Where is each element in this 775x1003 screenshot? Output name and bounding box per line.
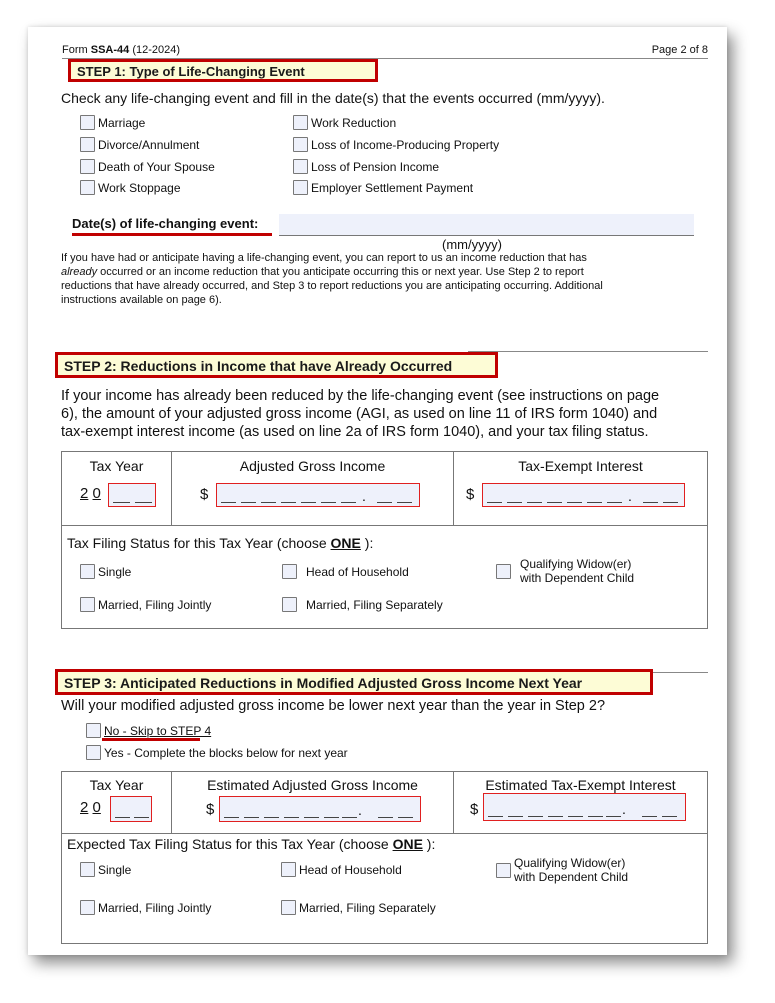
checkbox-label: Married, Filing Jointly (98, 900, 212, 915)
checkbox-label: Work Reduction (311, 115, 397, 130)
divider (468, 351, 708, 352)
page-header (62, 43, 708, 59)
checkbox[interactable] (293, 180, 308, 195)
checkbox-label: Qualifying Widow(er) with Dependent Child (514, 856, 629, 884)
step3-title: STEP 3: Anticipated Reductions in Modified Adjusted Gross Income Next Year (55, 669, 653, 695)
tax-year-input[interactable] (108, 483, 156, 507)
date-label: Date(s) of life-changing event: (72, 216, 259, 231)
checkbox[interactable] (80, 115, 95, 130)
checkbox-label: Work Stoppage (98, 180, 181, 195)
checkbox-divorce[interactable] (80, 137, 199, 152)
step2-income-table (61, 451, 708, 629)
checkbox-label: Single (98, 564, 132, 579)
expected-filing-status-label: Expected Tax Filing Status for this Tax Year (choose ONE ): (67, 836, 436, 852)
decimal-point: . (358, 802, 362, 818)
form-id: Form SSA-44 (12-2024) (62, 44, 181, 56)
status-single[interactable] (80, 862, 131, 877)
form-page (28, 27, 727, 955)
checkbox[interactable] (80, 862, 95, 877)
checkbox-label: Loss of Income-Producing Property (311, 137, 500, 152)
decimal-point: . (622, 801, 626, 817)
col-tax-year: Tax Year (89, 777, 144, 793)
decimal-point: . (628, 488, 632, 504)
checkbox[interactable] (282, 564, 297, 579)
checkbox[interactable] (86, 745, 101, 760)
checkbox-employer-settlement[interactable] (293, 180, 473, 195)
step1-title: STEP 1: Type of Life-Changing Event (68, 59, 378, 82)
option-yes-complete[interactable] (86, 745, 348, 760)
checkbox[interactable] (80, 564, 95, 579)
currency-symbol: $ (470, 801, 479, 818)
option-no-skip[interactable] (86, 723, 211, 738)
checkbox-label: Marriage (98, 115, 146, 130)
status-head-of-household[interactable] (281, 862, 402, 877)
col-tax-exempt-interest: Tax-Exempt Interest (518, 458, 643, 474)
tax-year-input[interactable] (110, 796, 152, 822)
checkbox-label: Married, Filing Jointly (98, 597, 212, 612)
checkbox[interactable] (281, 862, 296, 877)
status-married-separately[interactable] (282, 597, 443, 612)
checkbox[interactable] (293, 115, 308, 130)
checkbox-label: Death of Your Spouse (98, 159, 215, 174)
currency-symbol: $ (206, 801, 215, 818)
status-head-of-household[interactable] (282, 564, 409, 579)
col-est-agi: Estimated Adjusted Gross Income (207, 777, 418, 793)
status-single[interactable] (80, 564, 131, 579)
checkbox-loss-of-property[interactable] (293, 137, 499, 152)
divider (62, 525, 707, 526)
status-qualifying-widow[interactable] (496, 557, 634, 585)
checkbox-label: Head of Household (306, 564, 409, 579)
step2-paragraph: If your income has already been reduced by the life-changing event (see instructions on page 6), the amount of your adjusted gross income (AGI, as used on line 11 of IRS form 1040) and tax-exempt interest income (as used on line 2a of IRS form 1040), and your tax filing status. (61, 388, 660, 440)
year-prefix: 2 0 (80, 485, 101, 502)
page-number: Page 2 of 8 (651, 44, 708, 56)
agi-input[interactable] (216, 483, 420, 507)
est-tax-exempt-interest-input[interactable] (483, 793, 686, 821)
checkbox[interactable] (80, 180, 95, 195)
checkbox-label: Divorce/Annulment (98, 137, 200, 152)
checkbox-label: Qualifying Widow(er) with Dependent Child (520, 557, 635, 585)
year-prefix: 2 0 (80, 799, 101, 816)
checkbox[interactable] (80, 597, 95, 612)
filing-status-label: Tax Filing Status for this Tax Year (choose ONE ): (67, 535, 374, 551)
step3-question: Will your modified adjusted gross income be lower next year than the year in Step 2? (61, 698, 606, 714)
step1-info: If you have had or anticipate having a life-changing event, you can report to us an income reduction that has already occurred or an income reduction that you anticipate occurring this or next year. Use Step 2 to report reductions that have already occurred, and Step 3 to report reductions you are anticipating occurring. Additional instructions available on page 6). (61, 252, 603, 306)
checkbox-loss-of-pension[interactable] (293, 159, 439, 174)
checkbox-label: Married, Filing Separately (306, 597, 443, 612)
checkbox[interactable] (293, 159, 308, 174)
checkbox-work-reduction[interactable] (293, 115, 396, 130)
checkbox-label: Employer Settlement Payment (311, 180, 474, 195)
highlight-underline (102, 738, 200, 741)
status-married-jointly[interactable] (80, 900, 211, 915)
status-married-separately[interactable] (281, 900, 436, 915)
checkbox[interactable] (293, 137, 308, 152)
checkbox[interactable] (80, 900, 95, 915)
checkbox-label: No - Skip to STEP 4 (104, 723, 212, 738)
checkbox[interactable] (281, 900, 296, 915)
checkbox-label: Head of Household (299, 862, 402, 877)
checkbox-death-of-spouse[interactable] (80, 159, 215, 174)
step3-income-table (61, 771, 708, 944)
date-input[interactable] (279, 214, 694, 236)
checkbox-label: Yes - Complete the blocks below for next year (104, 745, 348, 760)
decimal-point: . (362, 488, 366, 504)
col-agi: Adjusted Gross Income (239, 458, 386, 474)
divider (62, 833, 707, 834)
status-qualifying-widow[interactable] (496, 856, 628, 884)
step2-title: STEP 2: Reductions in Income that have Already Occurred (55, 352, 498, 378)
checkbox[interactable] (496, 564, 511, 579)
checkbox[interactable] (86, 723, 101, 738)
est-agi-input[interactable] (219, 796, 421, 822)
checkbox[interactable] (282, 597, 297, 612)
checkbox[interactable] (496, 863, 511, 878)
date-format-hint: (mm/yyyy) (442, 237, 502, 252)
checkbox[interactable] (80, 159, 95, 174)
col-tax-year: Tax Year (89, 458, 144, 474)
checkbox-marriage[interactable] (80, 115, 145, 130)
highlight-underline (72, 233, 272, 236)
col-est-tax-exempt-interest: Estimated Tax-Exempt Interest (485, 777, 676, 793)
checkbox-label: Loss of Pension Income (311, 159, 440, 174)
checkbox-label: Married, Filing Separately (299, 900, 436, 915)
status-married-jointly[interactable] (80, 597, 211, 612)
tax-exempt-interest-input[interactable] (482, 483, 685, 507)
step1-instruction: Check any life-changing event and fill in the date(s) that the events occurred (mm/yyyy). (61, 90, 605, 106)
checkbox-label: Single (98, 862, 132, 877)
currency-symbol: $ (466, 486, 475, 503)
checkbox-work-stoppage[interactable] (80, 180, 181, 195)
checkbox[interactable] (80, 137, 95, 152)
currency-symbol: $ (200, 486, 209, 503)
